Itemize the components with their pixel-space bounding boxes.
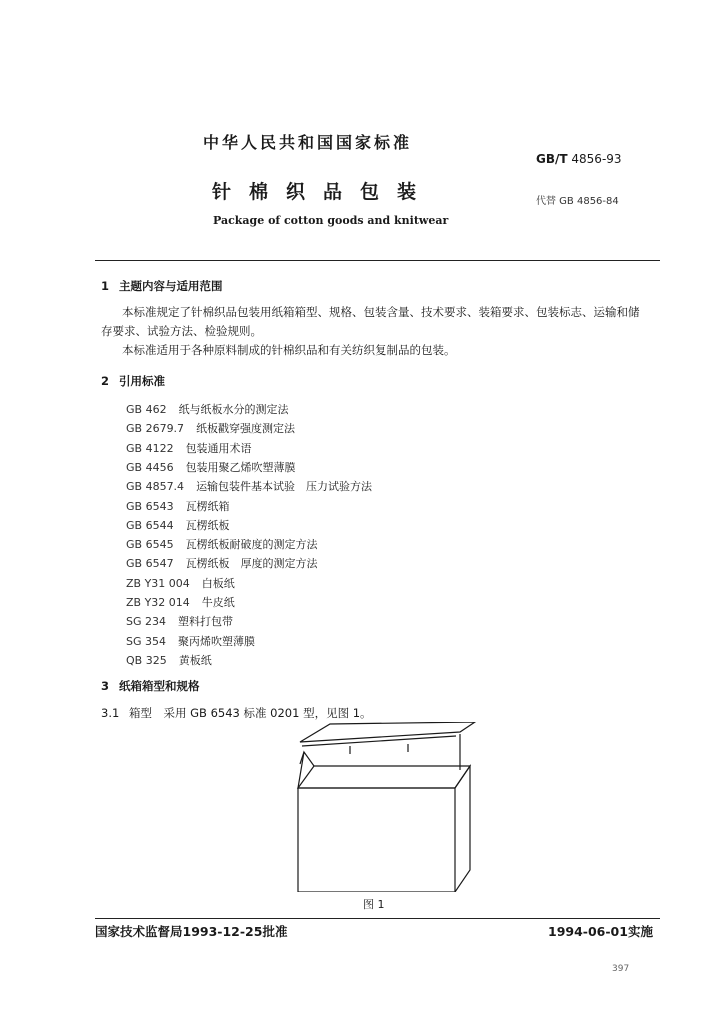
section-title: 主题内容与适用范围 <box>119 279 223 293</box>
reference-name: 纸与纸板水分的测定法 <box>178 403 289 416</box>
reference-name: 聚丙烯吹塑薄膜 <box>178 635 255 648</box>
english-title: Package of cotton goods and knitwear <box>213 214 449 227</box>
reference-name: 黄板纸 <box>178 654 212 667</box>
reference-code: GB 6544 <box>126 519 174 532</box>
box-top-face <box>298 766 470 788</box>
issuing-body: 中华人民共和国国家标准 <box>203 133 413 152</box>
code-number: 4856-93 <box>571 152 622 166</box>
implementation-date: 1994-06-01实施 <box>548 924 653 939</box>
document-title: 针棉织品包装 <box>212 181 435 203</box>
section-1-para-1-line-1: 本标准规定了针棉织品包装用纸箱箱型、规格、包装含量、技术要求、装箱要求、包装标志、运输和储 <box>122 305 640 319</box>
reference-name: 纸板戳穿强度测定法 <box>196 422 296 435</box>
reference-code: GB 6543 <box>126 500 174 513</box>
reference-item <box>126 536 318 552</box>
reference-name: 白板纸 <box>201 577 235 590</box>
reference-name: 瓦楞纸板耐破度的测定方法 <box>185 538 318 551</box>
reference-code: GB 6545 <box>126 538 174 551</box>
reference-code: GB 4456 <box>126 461 174 474</box>
page-number: 397 <box>612 964 630 974</box>
reference-code: SG 234 <box>126 615 166 628</box>
section-title: 纸箱箱型和规格 <box>119 679 200 693</box>
reference-item <box>126 575 235 591</box>
section-1-para-2: 本标准适用于各种原料制成的针棉织品和有关纺织复制品的包装。 <box>122 343 456 357</box>
replaces-note: 代替 GB 4856-84 <box>536 196 619 207</box>
reference-name: 塑料打包带 <box>178 615 233 628</box>
reference-item <box>126 420 295 436</box>
section-3-1 <box>101 704 372 723</box>
section-number: 1 <box>101 279 110 293</box>
reference-code: QB 325 <box>126 654 167 667</box>
reference-code: GB 4122 <box>126 442 174 455</box>
reference-code: GB 4857.4 <box>126 480 185 493</box>
reference-item <box>126 613 233 629</box>
top-flap-outer <box>300 722 475 742</box>
reference-item <box>126 401 289 417</box>
code-prefix: GB/T <box>536 152 568 166</box>
reference-code: SG 354 <box>126 635 166 648</box>
reference-code: GB 462 <box>126 403 167 416</box>
approval-line: 国家技术监督局1993-12-25批准 <box>95 924 288 939</box>
section-3-heading <box>101 678 200 694</box>
reference-code: ZB Y31 004 <box>126 577 190 590</box>
reference-name: 瓦楞纸板 厚度的测定方法 <box>185 557 318 570</box>
reference-code: GB 2679.7 <box>126 422 185 435</box>
header-divider <box>95 260 660 261</box>
reference-item <box>126 517 230 533</box>
section-1-heading <box>101 278 223 294</box>
section-1-para-1-line-2: 存要求、试验方法、检验规则。 <box>101 324 262 338</box>
reference-code: GB 6547 <box>126 557 174 570</box>
reference-name: 瓦楞纸箱 <box>185 500 230 513</box>
subsection-text: 箱型 采用 GB 6543 标准 0201 型，见图 1。 <box>128 706 372 720</box>
box-side-face <box>455 766 470 892</box>
reference-name: 包装通用术语 <box>185 442 252 455</box>
reference-item <box>126 459 296 475</box>
reference-name: 瓦楞纸板 <box>185 519 230 532</box>
reference-item <box>126 555 318 571</box>
figure-caption: 图 1 <box>363 898 385 911</box>
reference-item <box>126 652 212 668</box>
section-number: 3 <box>101 679 110 693</box>
box-front-face <box>298 788 455 892</box>
reference-item <box>126 594 235 610</box>
section-2-heading <box>101 373 165 389</box>
reference-item <box>126 633 255 649</box>
reference-item <box>126 440 252 456</box>
subsection-number: 3.1 <box>101 706 120 720</box>
reference-name: 包装用聚乙烯吹塑薄膜 <box>185 461 296 474</box>
reference-item <box>126 478 372 494</box>
standard-code <box>536 152 622 166</box>
section-title: 引用标准 <box>119 374 165 388</box>
flap-seams <box>350 744 408 754</box>
reference-name: 牛皮纸 <box>201 596 235 609</box>
reference-code: ZB Y32 014 <box>126 596 190 609</box>
reference-item <box>126 498 230 514</box>
reference-name: 运输包装件基本试验 压力试验方法 <box>196 480 373 493</box>
section-number: 2 <box>101 374 110 388</box>
footer-divider <box>95 918 660 919</box>
carton-box-figure <box>290 722 480 892</box>
